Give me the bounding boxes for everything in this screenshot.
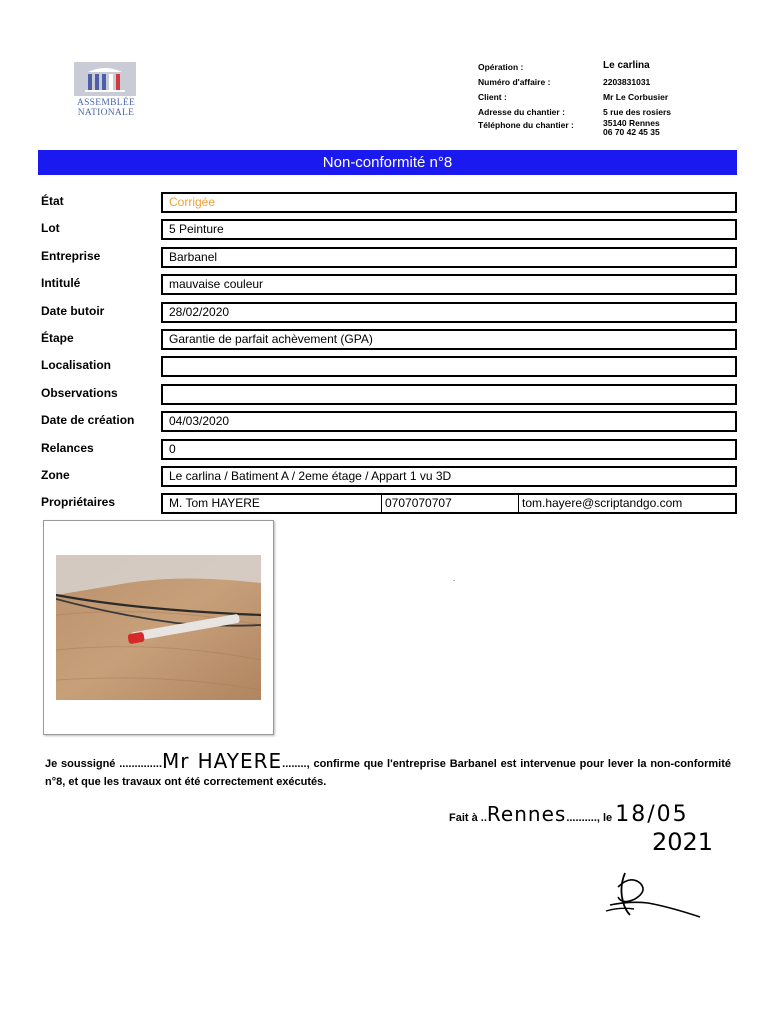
- date-creation-field: 04/03/2020: [161, 411, 737, 432]
- row-etape: [41, 329, 731, 349]
- zone-label: Zone: [41, 468, 70, 482]
- owner-phone: 0707070707: [385, 496, 452, 510]
- proprietaires-field: [161, 493, 737, 514]
- row-date-butoir: [41, 302, 731, 322]
- numero-value: 2203831031: [603, 77, 651, 87]
- relances-label: Relances: [41, 441, 94, 455]
- date-butoir-label: Date butoir: [41, 304, 105, 318]
- row-zone: [41, 466, 731, 486]
- status-value: Corrigée: [169, 195, 216, 209]
- handwritten-name: Mr HAYERE: [162, 749, 283, 773]
- confirmation-statement: [45, 749, 731, 791]
- etat-field: [161, 192, 737, 213]
- adresse-label: Adresse du chantier :: [478, 107, 565, 117]
- etape-field: Garantie de parfait achèvement (GPA): [161, 329, 737, 350]
- etat-label: État: [41, 194, 64, 208]
- localisation-field: [161, 356, 737, 377]
- nonconformity-photo: [56, 555, 261, 700]
- stray-dot: .: [453, 574, 456, 583]
- owner-name: M. Tom HAYERE: [169, 496, 260, 510]
- dotted-line: ..............: [119, 758, 163, 770]
- row-relances: [41, 439, 731, 459]
- observations-field: [161, 384, 737, 405]
- row-entreprise: [41, 247, 731, 267]
- photo-frame: [43, 520, 274, 735]
- numero-label: Numéro d'affaire :: [478, 77, 551, 87]
- row-intitule: [41, 274, 731, 294]
- adresse-line-2: 35140 Rennes: [603, 118, 660, 128]
- row-proprietaires: [41, 493, 731, 513]
- client-value: Mr Le Corbusier: [603, 92, 669, 102]
- operation-label: Opération :: [478, 62, 524, 72]
- intitule-label: Intitulé: [41, 276, 81, 290]
- dotted-line: ..: [480, 812, 487, 824]
- row-etat: [41, 192, 731, 212]
- row-lot: [41, 219, 731, 239]
- entreprise-label: Entreprise: [41, 249, 101, 263]
- relances-field: 0: [161, 439, 737, 460]
- lot-field: 5 Peinture: [161, 219, 737, 240]
- owner-email: tom.hayere@scriptandgo.com: [522, 496, 683, 510]
- dotted-line: ........,: [282, 758, 310, 770]
- handwritten-place: Rennes: [486, 802, 567, 826]
- logo-line-2: NATIONALE: [77, 108, 135, 118]
- fait-a-line: [449, 802, 689, 827]
- row-localisation: [41, 356, 731, 376]
- statement-text: confirme que l'entreprise Barbanel est intervenue pour lever la non-conformité n°8, et que les travaux ont été correctement exécutés.: [45, 758, 731, 788]
- date-butoir-field: 28/02/2020: [161, 302, 737, 323]
- assemblee-nationale-logo: [70, 62, 142, 122]
- statement-prefix: Je soussigné: [45, 758, 116, 770]
- handwritten-year: 2021: [652, 828, 714, 856]
- entreprise-field: Barbanel: [161, 247, 737, 268]
- fait-prefix: Fait à: [449, 812, 478, 824]
- operation-value: Le carlina: [603, 60, 650, 71]
- logo-line-1: ASSEMBLÉE: [76, 98, 136, 108]
- localisation-label: Localisation: [41, 358, 112, 372]
- dotted-line: .........., le: [566, 812, 613, 824]
- project-info-labels: [478, 60, 574, 133]
- observations-label: Observations: [41, 386, 118, 400]
- row-observations: [41, 384, 731, 404]
- adresse-line-1: 5 rue des rosiers: [603, 107, 672, 117]
- handwritten-date: 18/05: [615, 802, 689, 827]
- intitule-field: mauvaise couleur: [161, 274, 737, 295]
- parliament-building-icon: [74, 62, 136, 96]
- zone-field: Le carlina / Batiment A / 2eme étage / Appart 1 vu 3D: [161, 466, 737, 487]
- lot-label: Lot: [41, 221, 60, 235]
- page-title: Non-conformité n°8: [38, 150, 737, 175]
- telephone-label: Téléphone du chantier :: [478, 120, 574, 130]
- date-creation-label: Date de création: [41, 413, 135, 427]
- signature-image: [600, 865, 710, 925]
- client-label: Client :: [478, 92, 507, 102]
- row-date-creation: [41, 411, 731, 431]
- project-info-values: [603, 60, 671, 140]
- etape-label: Étape: [41, 331, 74, 345]
- telephone-value: 06 70 42 45 35: [603, 127, 660, 137]
- proprietaires-label: Propriétaires: [41, 495, 116, 509]
